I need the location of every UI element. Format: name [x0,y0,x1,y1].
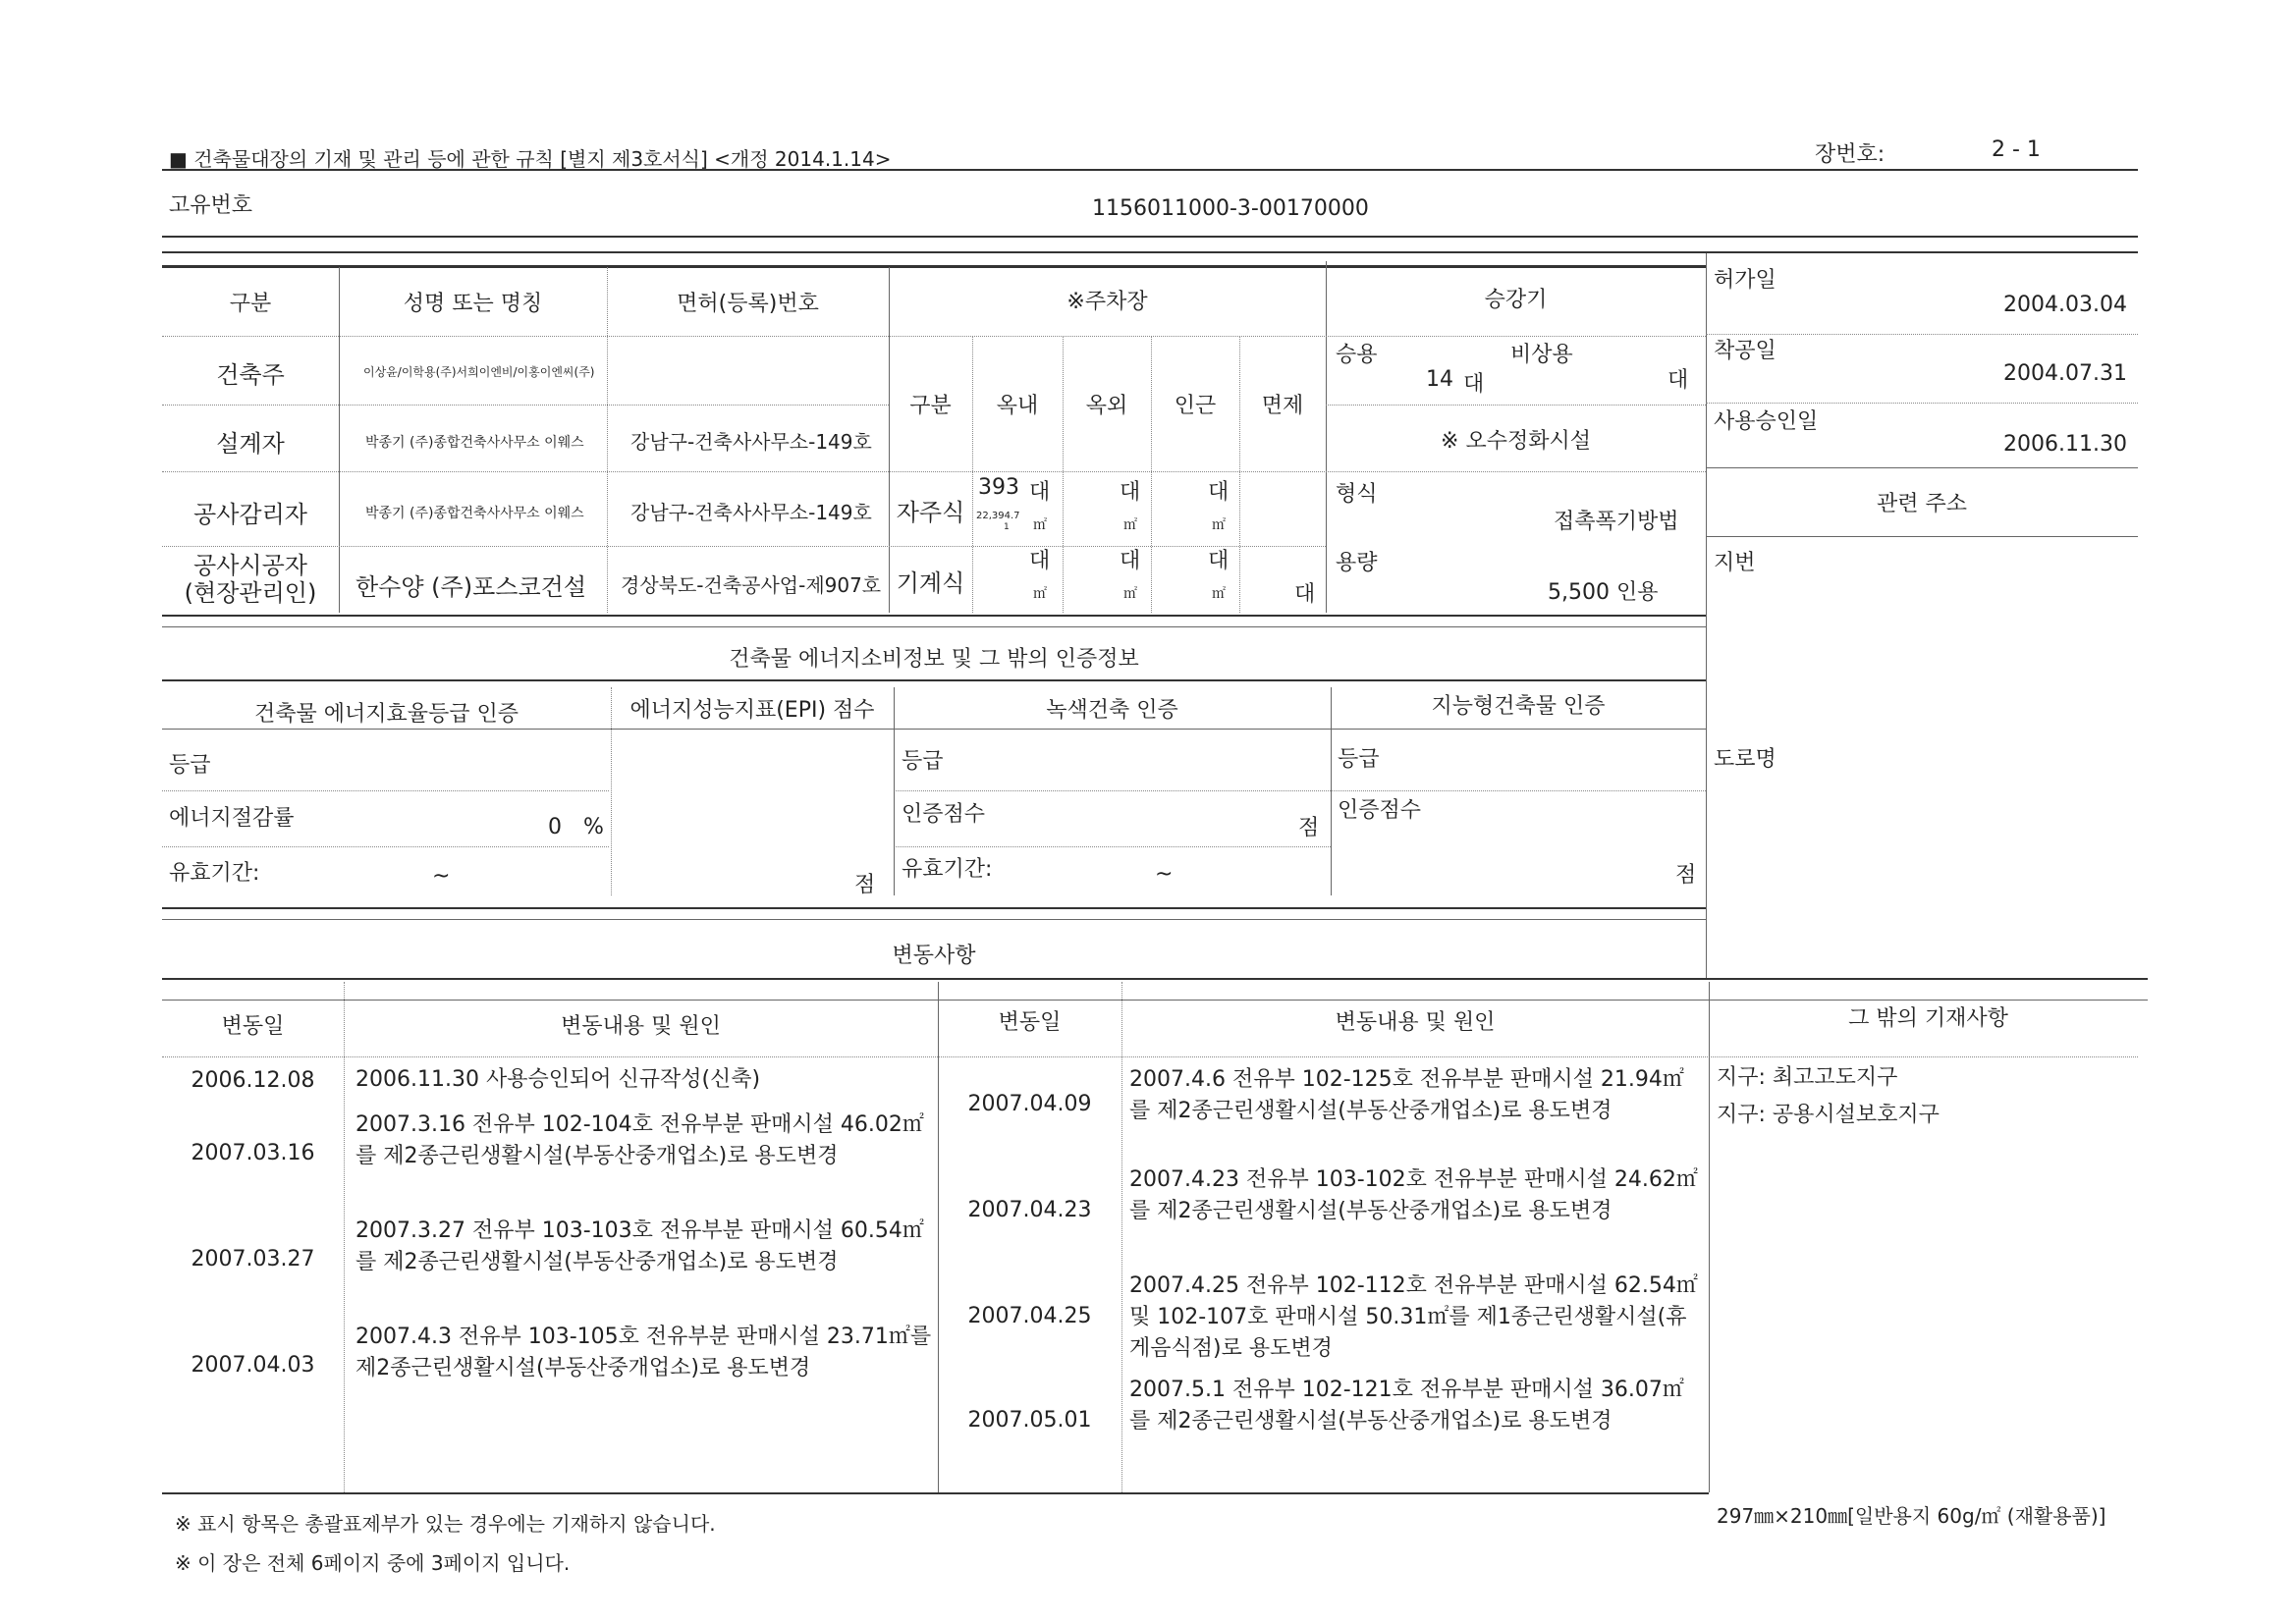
rule [162,1492,1709,1494]
supervisor-name: 박종기 (주)종합건축사사무소 이웨스 [365,506,584,521]
green-valid-tilde: ~ [1155,862,1174,887]
smart-score-label: 인증점수 [1338,798,1422,823]
related-address-label: 관련 주소 [1876,492,1967,516]
elevator-unit: 대 [1667,368,1689,393]
form-title: ■ 건축물대장의 기재 및 관리 등에 관한 규칙 [별지 제3호서식] <개정 2014.1.14> [169,147,892,171]
unit-count: 대 [1208,549,1230,573]
changes-section-title: 변동사항 [892,944,976,968]
other-note: 지구: 공용시설보호지구 [1717,1103,1940,1127]
sewage-type-label: 형식 [1336,482,1378,507]
persons-col-license: 면허(등록)번호 [677,292,819,316]
epi-point: 점 [854,873,876,897]
elevator-emergency-label: 비상용 [1510,343,1573,367]
grid-line [894,790,1706,791]
grid-line [1709,982,1710,1492]
changes-col-other: 그 밖의 기재사항 [1848,1006,2008,1031]
energy-col-smart: 지능형건축물 인증 [1431,694,1606,719]
role-owner: 건축주 [216,361,285,389]
grid-line [162,336,1706,337]
rule [162,615,1706,617]
unit-area: ㎡ [1212,517,1226,533]
saving-percent: % [583,815,604,839]
contractor-license: 경상북도-건축공사업-제907호 [621,573,882,597]
grid-line [162,790,609,791]
grid-line [162,846,609,847]
approval-label: 사용승인일 [1714,409,1819,434]
grid-line [607,267,608,613]
grid-line [1063,336,1064,613]
parking-self-indoor-area: 22,394.7 [976,511,1020,521]
grid-line [162,471,1706,472]
owner-name: 이상윤/이학용(주)서희이엔비/이홍이엔씨(주) [363,365,595,379]
energy-col-green: 녹색건축 인증 [1046,698,1178,723]
change-text: 2007.3.27 전유부 103-103호 전유부분 판매시설 60.54㎡를 제2종근린생활시설(부동산중개업소)로 용도변경 [355,1218,924,1274]
rule [162,1000,2148,1001]
change-date: 2007.04.25 [967,1304,1092,1328]
unit-count: 대 [1208,480,1230,505]
footer-note-2: ※ 이 장은 전체 6페이지 중에 3페이지 입니다. [175,1551,571,1575]
unit-area: ㎡ [1123,517,1137,533]
change-text: 2007.3.16 전유부 102-104호 전유부분 판매시설 46.02㎡를 제2종근린생활시설(부동산중개업소)로 용도변경 [355,1112,924,1168]
change-text: 2007.4.3 전유부 103-105호 전유부분 판매시설 23.71㎡를 제2종근린생활시설(부동산중개업소)로 용도변경 [355,1325,932,1380]
unit-count: 대 [1294,582,1316,607]
change-date: 2007.04.23 [967,1198,1092,1222]
grid-line [1706,467,2138,468]
parking-col-exempt: 면제 [1261,394,1304,418]
sewage-capacity-value: 5,500 인용 [1548,580,1659,605]
start-date: 2004.07.31 [2003,361,2127,386]
elevator-title: 승강기 [1484,288,1548,312]
change-text: 2007.4.6 전유부 102-125호 전유부분 판매시설 21.94㎡를 제2종근린생활시설(부동산중개업소)로 용도변경 [1129,1067,1684,1123]
rule [162,236,2138,238]
grid-line [162,546,1326,547]
unit-area: ㎡ [1033,586,1047,602]
grid-line [1326,405,1706,406]
unique-no-label: 고유번호 [169,193,253,218]
rule [162,626,1706,627]
change-text: 2007.5.1 전유부 102-121호 전유부분 판매시설 36.07㎡를 제2종근린생활시설(부동산중개업소)로 용도변경 [1129,1378,1684,1434]
change-date: 2007.03.27 [191,1247,315,1271]
unit-area: ㎡ [1212,586,1226,602]
efficiency-valid-label: 유효기간: [169,861,260,886]
efficiency-valid-tilde: ~ [432,864,451,889]
header-rule [162,169,2138,171]
unit-area: ㎡ [1123,586,1137,602]
parking-self-label: 자주식 [896,499,965,526]
energy-col-efficiency: 건축물 에너지효율등급 인증 [253,702,519,727]
persons-col-name: 성명 또는 명칭 [403,292,543,316]
saving-value: 0 [548,815,562,839]
unit-area: ㎡ [1033,517,1047,533]
footer-note-1: ※ 표시 항목은 총괄표제부가 있는 경우에는 기재하지 않습니다. [175,1512,716,1536]
elevator-unit: 대 [1463,372,1485,397]
parking-mech-label: 기계식 [896,569,965,597]
parking-self-indoor-area-sub: 1 [1004,522,1010,532]
road-label: 도로명 [1714,747,1777,772]
persons-col-category: 구분 [229,292,272,316]
change-text: 2007.4.25 전유부 102-112호 전유부분 판매시설 62.54㎡ 및 102-107호 판매시설 50.31㎡를 제1종근린생활시설(휴게음식점)로 용도변경 [1129,1273,1698,1361]
parking-col-indoor: 옥내 [996,394,1039,418]
changes-col-content: 변동내용 및 원인 [1335,1010,1496,1035]
rule [162,679,1706,681]
rule [162,907,1706,909]
permit-label: 허가일 [1714,268,1777,293]
parking-title: ※주차장 [1066,290,1148,314]
change-date: 2007.03.16 [191,1141,315,1165]
grid-line [162,1056,2138,1057]
contractor-name: 한수양 (주)포스코건설 [355,573,587,601]
grid-line [1706,253,1707,980]
change-text: 2007.4.23 전유부 103-102호 전유부분 판매시설 24.62㎡를 제2종근린생활시설(부동산중개업소)로 용도변경 [1129,1167,1698,1223]
change-date: 2007.04.09 [967,1092,1092,1116]
unit-count: 대 [1120,480,1141,505]
grid-line [1121,982,1122,1492]
start-label: 착공일 [1714,339,1777,363]
role-contractor: 공사시공자 [193,552,307,579]
changes-col-content: 변동내용 및 원인 [561,1014,721,1039]
change-date: 2007.04.03 [191,1353,315,1378]
rule [162,978,2148,980]
change-date: 2006.12.08 [191,1068,315,1093]
rule [162,919,1706,920]
other-note: 지구: 최고고도지구 [1717,1065,1898,1090]
efficiency-grade-label: 등급 [169,753,211,778]
changes-col-date: 변동일 [998,1010,1062,1035]
lot-label: 지번 [1714,551,1756,575]
unit-count: 대 [1120,549,1141,573]
role-contractor-sub: (현장관리인) [184,579,317,607]
rule [162,251,2138,253]
page-no: 2 - 1 [1992,137,2041,162]
rule [162,729,1706,730]
unique-no: 1156011000-3-00170000 [1092,196,1369,221]
grid-line [972,336,973,613]
role-designer: 설계자 [216,430,285,458]
parking-col-nearby: 인근 [1174,394,1217,418]
designer-name: 박종기 (주)종합건축사사무소 이웨스 [365,435,584,451]
energy-section-title: 건축물 에너지소비정보 및 그 밖의 인증정보 [729,647,1139,672]
permit-date: 2004.03.04 [2003,293,2127,317]
unit-count: 대 [1029,549,1051,573]
grid-line [894,846,1331,847]
green-grade-label: 등급 [902,749,944,774]
green-point: 점 [1298,816,1320,840]
smart-grade-label: 등급 [1338,747,1380,772]
smart-point: 점 [1675,863,1697,888]
footer-paper: 297㎜×210㎜[일반용지 60g/㎡ (재활용품)] [1717,1504,2106,1528]
grid-line [344,982,345,1492]
parking-self-indoor-count: 393 [978,475,1019,500]
unit-count: 대 [1029,480,1051,505]
grid-line [1239,336,1240,613]
sewage-type-value: 접촉폭기방법 [1554,510,1679,534]
saving-label: 에너지절감률 [169,806,295,831]
parking-col-outdoor: 옥외 [1085,394,1128,418]
change-date: 2007.05.01 [967,1408,1092,1433]
sewage-capacity-label: 용량 [1336,551,1378,575]
grid-line [1706,403,2138,404]
approval-date: 2006.11.30 [2003,432,2127,457]
grid-line [162,405,889,406]
supervisor-license: 강남구-건축사사무소-149호 [630,501,872,524]
green-valid-label: 유효기간: [902,857,993,882]
parking-col-category: 구분 [909,394,952,418]
sewage-title: ※ 오수정화시설 [1441,429,1591,454]
elevator-passenger-count: 14 [1426,367,1453,392]
grid-line [889,267,890,613]
grid-line [1151,336,1152,613]
grid-line [339,267,340,613]
role-supervisor: 공사감리자 [193,501,307,528]
change-text: 2006.11.30 사용승인되어 신규작성(신축) [355,1067,761,1092]
green-score-label: 인증점수 [902,802,986,827]
page-no-label: 장번호: [1815,142,1886,167]
energy-col-epi: 에너지성능지표(EPI) 점수 [629,698,875,723]
designer-license: 강남구-건축사사무소-149호 [630,430,872,454]
changes-col-date: 변동일 [221,1014,285,1039]
grid-line [1706,536,2138,537]
rule [162,265,1706,268]
elevator-passenger-label: 승용 [1336,343,1378,367]
